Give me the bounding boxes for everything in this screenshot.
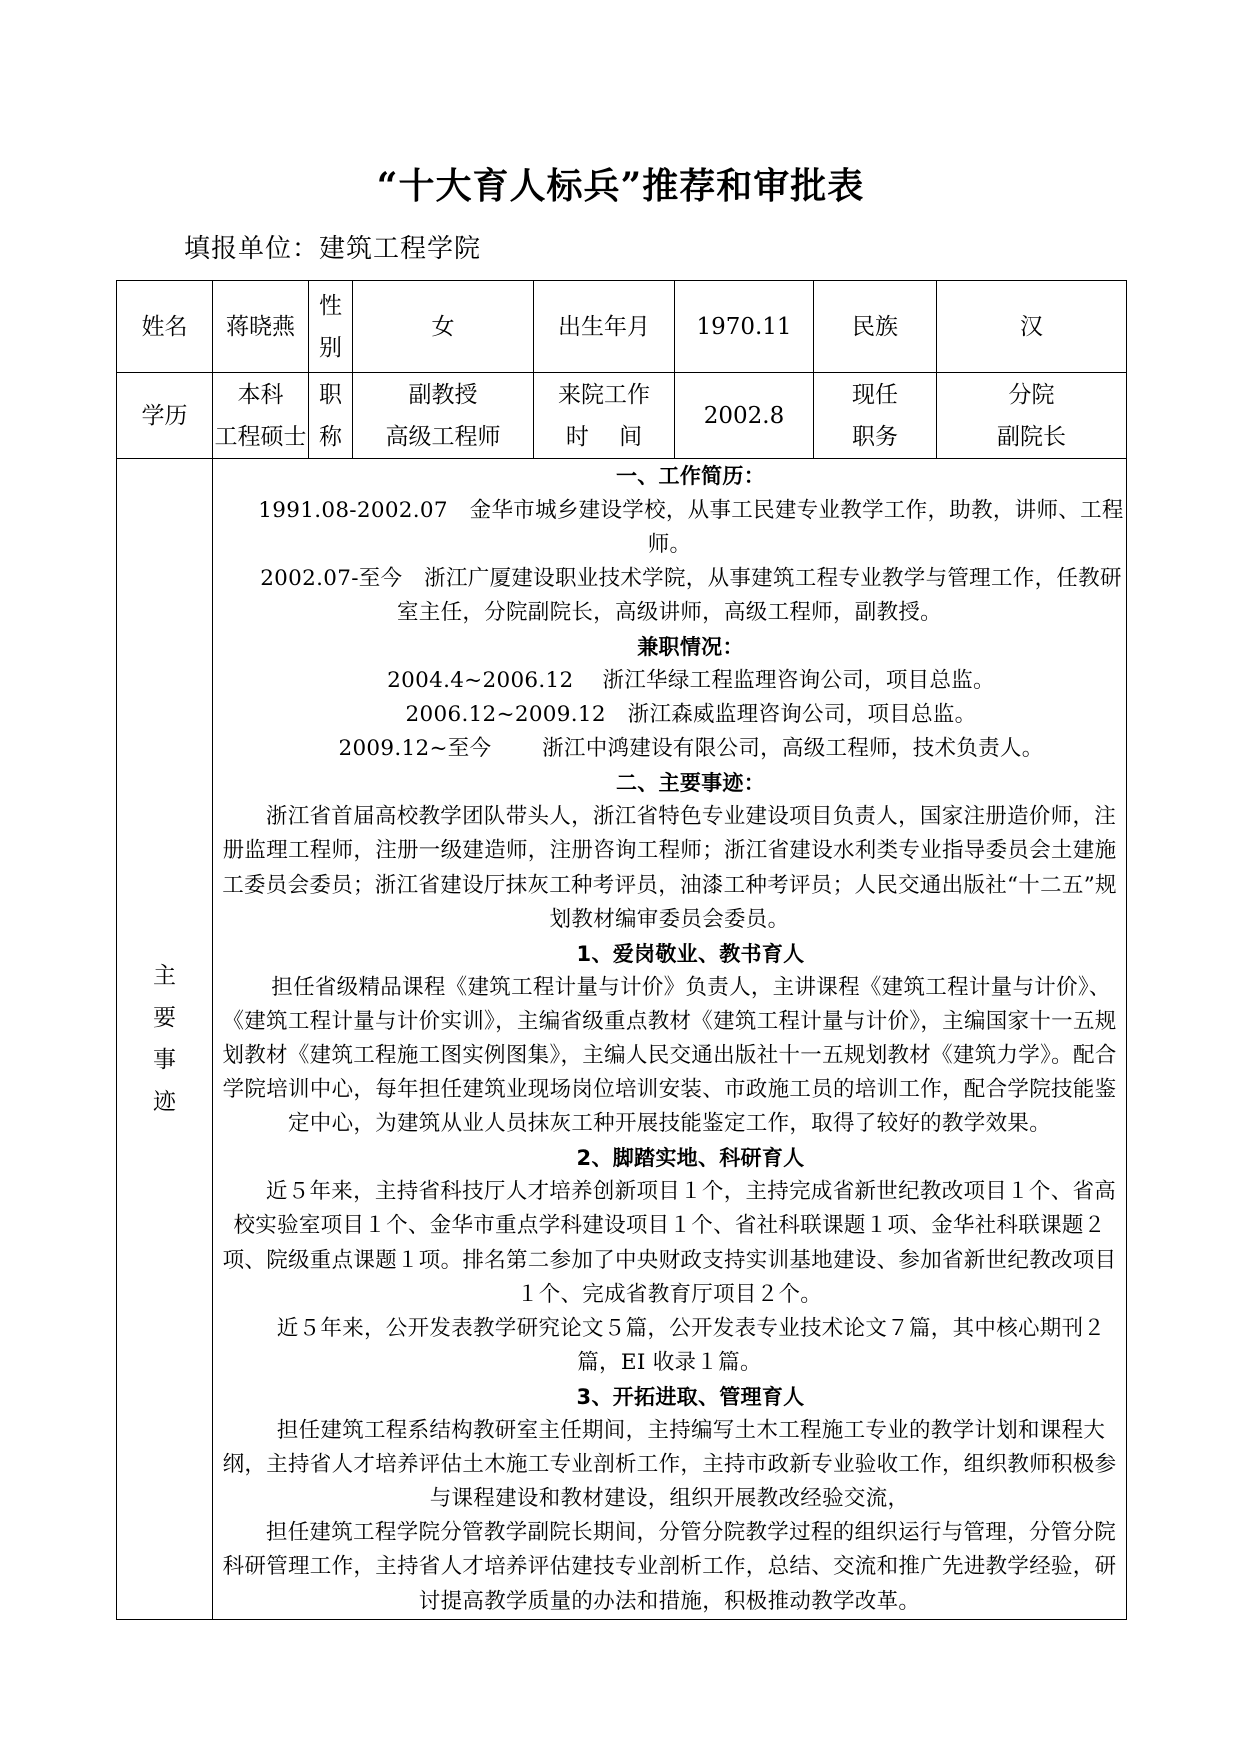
birth-value: 1970.11 (675, 281, 814, 373)
content-paragraph: 近５年来，公开发表教学研究论文５篇，公开发表专业技术论文７篇，其中核心期刊２篇，EI 收录１篇。 (276, 1315, 1106, 1375)
position-label: 现任 职务 (814, 373, 937, 459)
ethnic-value: 汉 (937, 281, 1127, 373)
education-label: 学历 (117, 373, 213, 459)
position-value: 分院 副院长 (937, 373, 1127, 459)
section-heading: 2、脚踏实地、科研育人 (576, 1146, 805, 1171)
join-date-label: 来院工作 时 间 (534, 373, 675, 459)
section-heading: 兼职情况： (637, 634, 744, 659)
page-title: “十大育人标兵”推荐和审批表 (376, 165, 865, 207)
ethnic-label: 民族 (814, 281, 937, 373)
main-deeds-row (117, 459, 1127, 1620)
education-value: 本科 工程硕士 (213, 373, 309, 459)
education-row (117, 373, 1127, 459)
content-paragraph: 2009.12~至今 浙江中鸿建设有限公司，高级工程师，技术负责人。 (338, 736, 1044, 762)
name-value: 蒋晓燕 (213, 281, 309, 373)
content-paragraph: 2002.07-至今 浙江广厦建设职业技术学院，从事建筑工程专业教学与管理工作，任教研室主任，分院副院长，高级讲师，高级工程师，副教授。 (260, 565, 1122, 625)
content-paragraph: 近５年来，主持省科技厅人才培养创新项目１个，主持完成省新世纪教改项目１个、省高校实验室项目１个、金华市重点学科建设项目１个、省社科联课题１项、金华社科联课题２项、院级重点课题１项。排名第二参加了中央财政支持实训基地建设、参加省新世纪教改项目１个、完成省教育厅项目２个。 (222, 1179, 1117, 1307)
basic-info-row (117, 281, 1127, 373)
gender-value: 女 (353, 281, 534, 373)
reporting-unit: 填报单位：建筑工程学院 (184, 234, 482, 264)
content-paragraph: 1991.08-2002.07 金华市城乡建设学校，从事工民建专业教学工作，助教，讲师、工程师。 (258, 497, 1124, 557)
main-deeds-content (213, 459, 1127, 1620)
section-heading: 二、主要事迹： (615, 771, 766, 796)
name-label: 姓名 (117, 281, 213, 373)
recommendation-form-table (116, 280, 1127, 1620)
gender-label: 性 别 (309, 281, 353, 373)
main-deeds-label: 主 要 事 迹 (117, 459, 213, 1620)
job-title-value: 副教授 高级工程师 (353, 373, 534, 459)
content-paragraph: 担任建筑工程学院分管教学副院长期间，分管分院教学过程的组织运行与管理，分管分院科研管理工作，主持省人才培养评估建技专业剖析工作，总结、交流和推广先进教学经验，研讨提高教学质量的办法和措施，积极推动教学改革。 (222, 1520, 1117, 1614)
section-heading: 3、开拓进取、管理育人 (576, 1384, 805, 1409)
job-title-label: 职 称 (309, 373, 353, 459)
birth-label: 出生年月 (534, 281, 675, 373)
section-heading: 一、工作简历： (615, 464, 766, 489)
content-paragraph: 担任省级精品课程《建筑工程计量与计价》负责人，主讲课程《建筑工程计量与计价》、《建筑工程计量与计价实训》，主编省级重点教材《建筑工程计量与计价》，主编国家十一五规划教材《建筑工程施工图实例图集》，主编人民交通出版社十一五规划教材《建筑力学》。配合学院培训中心，每年担任建筑业现场岗位培训安装、市政施工员的培训工作，配合学院技能鉴定中心，为建筑从业人员抹灰工种开展技能鉴定工作，取得了较好的教学效果。 (222, 974, 1117, 1137)
join-date-value: 2002.8 (675, 373, 814, 459)
content-paragraph: 担任建筑工程系结构教研室主任期间，主持编写土木工程施工专业的教学计划和课程大纲，主持省人才培养评估土木施工专业剖析工作，主持市政新专业验收工作，组织教师积极参与课程建设和教材建设，组织开展教改经验交流， (222, 1418, 1117, 1512)
section-heading: 1、爱岗敬业、教书育人 (576, 941, 805, 966)
content-paragraph: 浙江省首届高校教学团队带头人，浙江省特色专业建设项目负责人，国家注册造价师，注册监理工程师，注册一级建造师，注册咨询工程师；浙江省建设水利类专业指导委员会土建施工委员会委员；浙江省建设厅抹灰工种考评员，油漆工种考评员；人民交通出版社“十二五”规划教材编审委员会委员。 (222, 804, 1117, 932)
content-paragraph: 2006.12~2009.12 浙江森威监理咨询公司，项目总监。 (405, 702, 977, 728)
content-paragraph: 2004.4~2006.12 浙江华绿工程监理咨询公司，项目总监。 (387, 667, 995, 693)
